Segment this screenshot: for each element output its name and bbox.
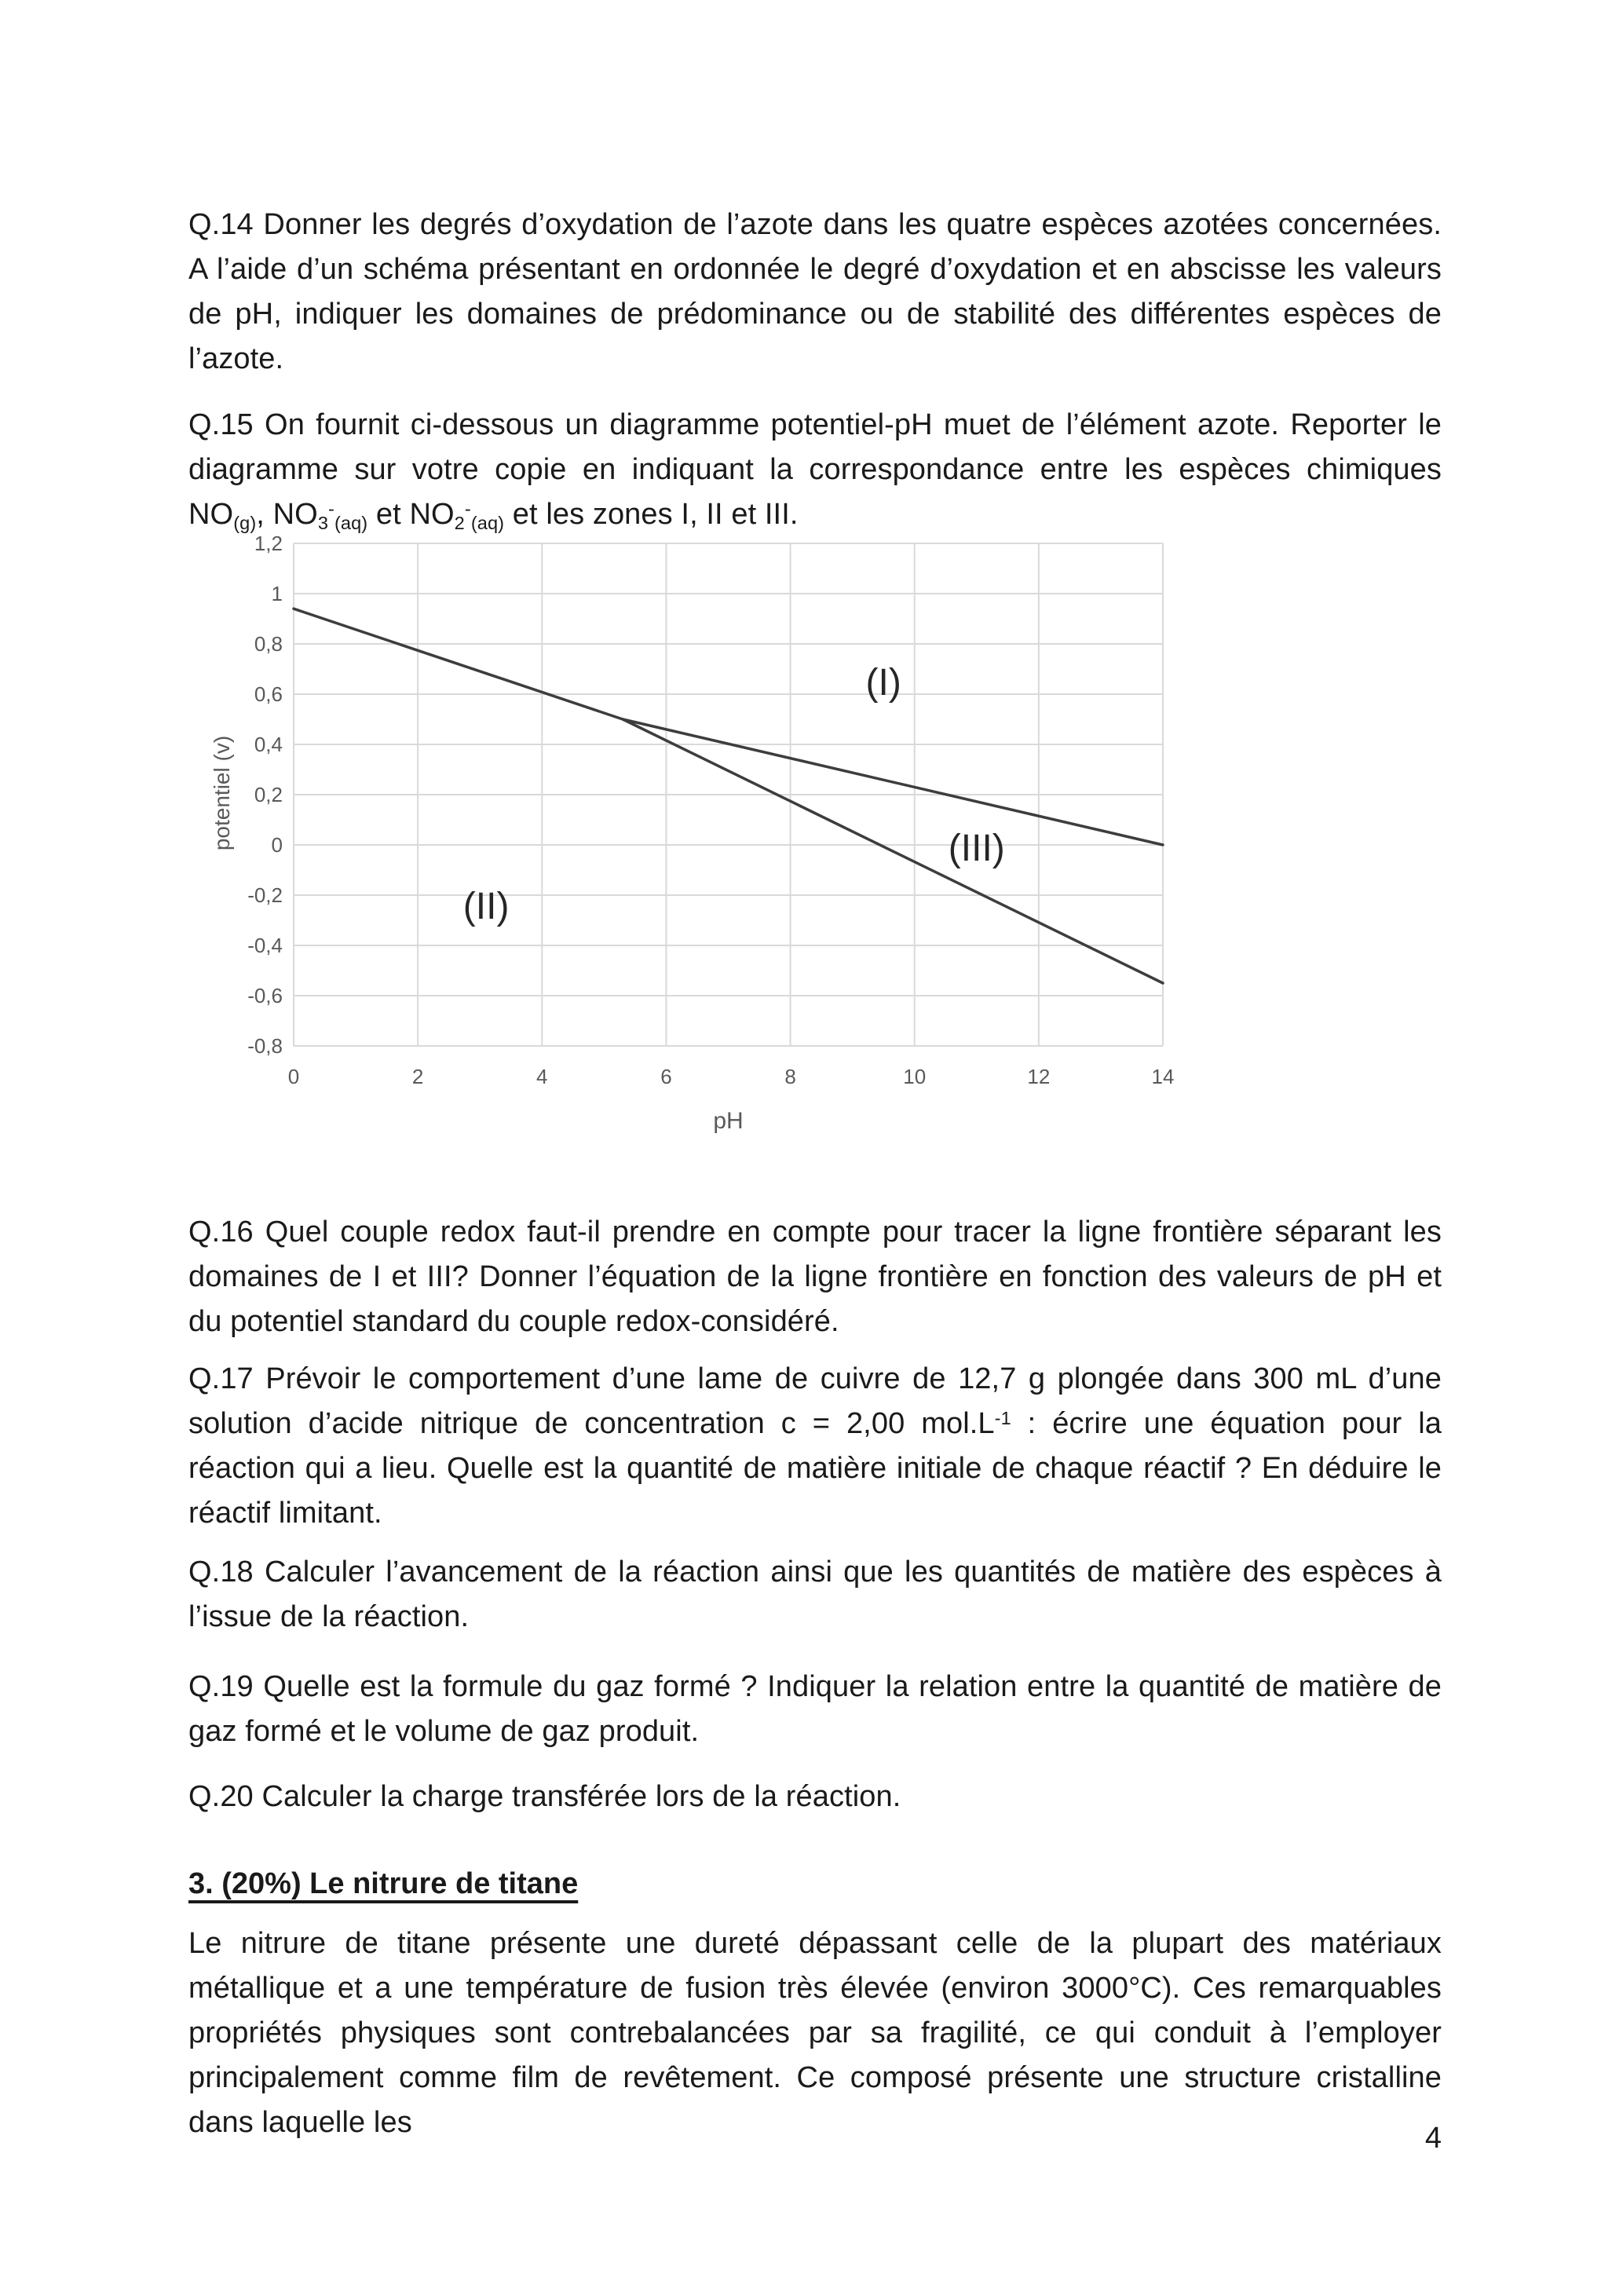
page-number: 4 xyxy=(1424,2122,1442,2155)
svg-text:0,6: 0,6 xyxy=(254,682,283,706)
svg-text:-0,2: -0,2 xyxy=(247,883,283,907)
svg-text:0: 0 xyxy=(287,1065,300,1088)
svg-text:6: 6 xyxy=(660,1065,672,1088)
svg-text:12: 12 xyxy=(1027,1065,1051,1088)
question-q16: Q.16 Quel couple redox faut-il prendre en compte pour tracer la ligne frontière séparant les domaines de I et III? Donner l’équation de la ligne frontière en fonction des valeurs de pH et du potentiel standard du couple redox-considéré. xyxy=(188,1216,1442,1338)
svg-text:-0,6: -0,6 xyxy=(247,984,283,1007)
svg-text:-0,4: -0,4 xyxy=(247,934,283,957)
svg-text:pH: pH xyxy=(713,1108,744,1134)
svg-text:0,8: 0,8 xyxy=(254,632,283,656)
section-3-heading: 3. (20%) Le nitrure de titane xyxy=(188,1867,579,1900)
svg-text:14: 14 xyxy=(1151,1065,1175,1088)
svg-text:10: 10 xyxy=(903,1065,927,1088)
potential-ph-chart xyxy=(188,510,1217,1139)
svg-text:1: 1 xyxy=(271,582,283,605)
svg-text:0: 0 xyxy=(271,833,283,857)
question-q17: Q.17 Prévoir le comportement d’une lame de cuivre de 12,7 g plongée dans 300 mL d’une solution d’acide nitrique de concentration c = 2,00 $mol.L^{-1}$ : écrire une équation pour la réaction qui a lieu. Quelle est la quantité de matière initiale de chaque réactif ? En déduire le réactif limitant. xyxy=(188,1362,1442,1530)
svg-text:(III): (III) xyxy=(948,828,1005,870)
svg-text:0,2: 0,2 xyxy=(254,783,283,806)
svg-text:0,4: 0,4 xyxy=(254,733,283,756)
svg-text:(II): (II) xyxy=(462,885,510,927)
svg-text:potentiel (v): potentiel (v) xyxy=(210,735,234,851)
question-q18: Q.18 Calculer l’avancement de la réaction ainsi que les quantités de matière des espèces à l’issue de la réaction. xyxy=(188,1556,1442,1633)
question-q14: Q.14 Donner les degrés d’oxydation de l’azote dans les quatre espèces azotées concernées. A l’aide d’un schéma présentant en ordonnée le degré d’oxydation et en abscisse les valeurs de pH, indiquer les domaines de prédominance ou de stabilité des différentes espèces de l’azote. xyxy=(188,208,1442,375)
svg-text:(I): (I) xyxy=(865,662,901,704)
question-q20: Q.20 Calculer la charge transférée lors de la réaction. xyxy=(188,1780,901,1813)
section-3-intro-paragraph: Le nitrure de titane présente une dureté dépassant celle de la plupart des matériaux métallique et a une température de fusion très élevée (environ 3000°C). Ces remarquables propriétés physiques sont contrebalancées par sa fragilité, ce qui conduit à l’employer principalement comme film de revêtement. Ce composé présente une structure cristalline dans laquelle les xyxy=(188,1927,1442,2139)
potential-ph-chart-svg xyxy=(188,510,1217,1139)
svg-text:1,2: 1,2 xyxy=(254,532,283,555)
svg-text:2: 2 xyxy=(411,1065,424,1088)
svg-text:8: 8 xyxy=(784,1065,796,1088)
svg-text:-0,8: -0,8 xyxy=(247,1034,283,1058)
question-q15: Q.15 On fournit ci-dessous un diagramme potentiel-pH muet de l’élément azote. Reporter le diagramme sur votre copie en indiquant la correspondance entre les espèces chimiques $NO_{(g)}$, $NO_3^-_{(aq)}$ et $NO_2^-_{(aq)}$ et les zones I, II et III. xyxy=(188,408,1442,533)
svg-text:4: 4 xyxy=(536,1065,548,1088)
question-q19: Q.19 Quelle est la formule du gaz formé ? Indiquer la relation entre la quantité de matière de gaz formé et le volume de gaz produit. xyxy=(188,1670,1442,1748)
